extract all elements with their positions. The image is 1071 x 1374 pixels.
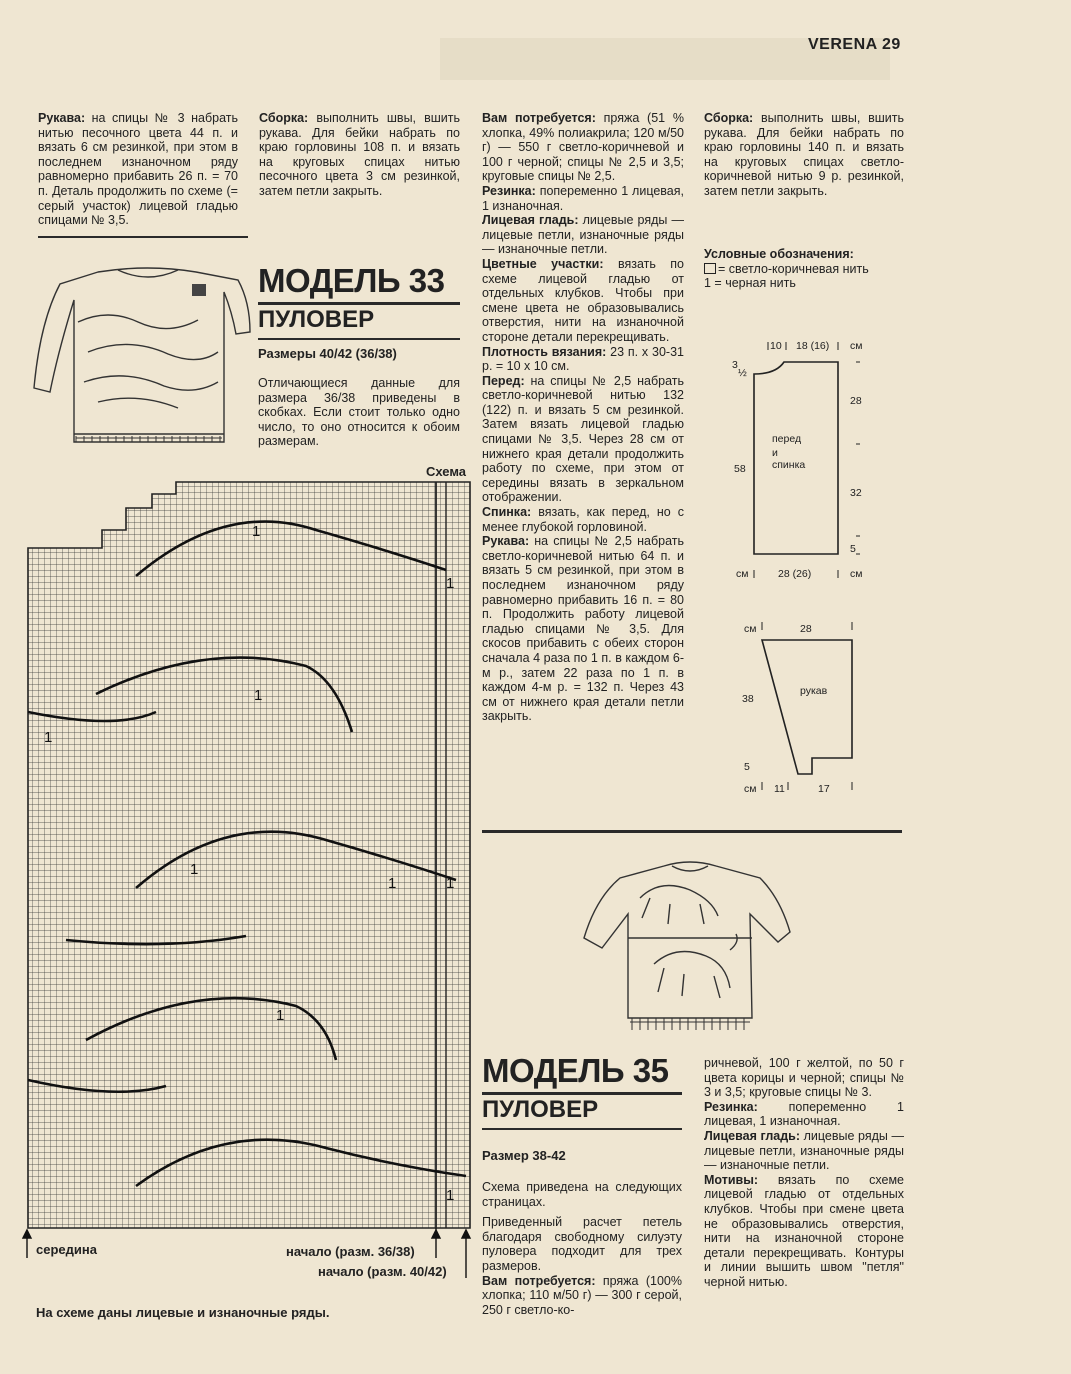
svg-text:28: 28	[850, 395, 862, 407]
chart-label-middle: середина	[36, 1242, 97, 1257]
page-brand: VERENA 29	[808, 36, 901, 53]
front-paragraph: Перед: на спицы № 2,5 набрать светло-коричневой нитью 132 (122) п. и вязать 5 см резинкой. Затем вязать лицевой гладью спицами № 3,5. Через 28 см от нижнего края детали продолжить работу по схеме, при этом от середины вязать в зеркальном отображении.	[482, 373, 684, 505]
back-paragraph: Спинка: вязать, как перед, но с менее глубокой горловиной.	[482, 505, 684, 534]
svg-text:28 (26): 28 (26)	[778, 568, 812, 580]
assembly-text-col4: Сборка: выполнить швы, вшить рукава. Для бейки набрать по краю горловины 140 п. и вязать на круговых спицах светло-коричневой нитью 9 р. резинкой, затем петли закрыть.	[704, 111, 904, 198]
svg-text:см: см	[744, 623, 757, 635]
chart-mark-1: 1	[446, 575, 455, 592]
model33-intro: Отличающиеся данные для размера 36/38 приведены в скобках. Если стоит только одно число, то оно относится к обоим размерам.	[258, 376, 460, 449]
materials-continued: ричневой, 100 г желтой, по 50 г цвета корицы и черной; спицы № 3 и 3,5; круговые спицы № 3.	[704, 1056, 904, 1100]
chart-mark-1: 1	[446, 875, 455, 892]
section-divider	[482, 830, 902, 833]
heading-rule	[482, 1092, 682, 1095]
svg-text:17: 17	[818, 783, 830, 795]
chart-mark-1: 1	[446, 1187, 455, 1204]
legend-item-black: 1 = черная нить	[704, 276, 796, 291]
model33-title: МОДЕЛЬ 33	[258, 262, 445, 299]
svg-text:см: см	[744, 783, 757, 795]
chart-mark-1: 1	[388, 875, 397, 892]
assembly-text-model33: Сборка: выполнить швы, вшить рукава. Для бейки набрать по краю горловины 108 п. и вязать на круговых спицах нитью песочного цвета 3 см резинкой, затем петли закрыть.	[259, 111, 460, 198]
chart-mark-1: 1	[252, 523, 261, 540]
svg-text:32: 32	[850, 487, 862, 499]
svg-text:18 (16): 18 (16)	[796, 340, 830, 352]
svg-text:см: см	[736, 568, 749, 580]
svg-text:5: 5	[744, 761, 750, 773]
model35-title: МОДЕЛЬ 35	[482, 1052, 669, 1089]
svg-text:5: 5	[850, 543, 856, 555]
instructions-model33	[482, 111, 684, 724]
rib-paragraph: Резинка: попеременно 1 лицевая, 1 изнаночная.	[482, 183, 684, 213]
materials-paragraph: Вам потребуется: пряжа (51 % хлопка, 49% полиакрила; 120 м/50 г) — 550 г светло-коричневой и 100 г черной; спицы № 2,5 и 3,5; круговые спицы № 2,5.	[482, 111, 684, 184]
svg-text:спинка: спинка	[772, 459, 806, 471]
chart-mark-1: 1	[190, 861, 199, 878]
model33-sizes: Размеры 40/42 (36/38)	[258, 346, 397, 361]
sweater-sketch-model33	[28, 262, 254, 466]
svg-text:28: 28	[800, 623, 812, 635]
svg-text:см: см	[850, 340, 863, 352]
square-icon	[704, 263, 716, 274]
svg-text:см: см	[850, 568, 863, 580]
model35-intro: Схема приведена на следующих страницах. Приведенный расчет петель благодаря свободному силуэту пуловера подходит для трех размеров. Вам потребуется: пряжа (100% хлопка; 110 м/50 г) — 300 г серой, 250 г светло-ко-	[482, 1180, 682, 1317]
chart-mark-1: 1	[254, 687, 263, 704]
sweater-sketch-model35	[580, 858, 802, 1042]
svg-text:10: 10	[770, 340, 782, 352]
chart-footnote: На схеме даны лицевые и изнаночные ряды.	[36, 1305, 330, 1320]
chart-title: Схема	[426, 464, 467, 479]
body-pattern-diagram	[726, 336, 876, 586]
svg-text:и: и	[772, 447, 778, 459]
chart-mark-1: 1	[276, 1007, 285, 1024]
colorwork-paragraph: Цветные участки: вязать по схеме лицевой гладью от отдельных клубков. Чтобы при смене цвета не образовывались отверстия, нити на изнаночной стороне детали перекрещивать.	[482, 256, 684, 344]
heading-rule	[258, 302, 460, 305]
svg-text:38: 38	[742, 693, 754, 705]
svg-text:3: 3	[732, 359, 738, 371]
svg-text:рукав: рукав	[800, 685, 828, 697]
stockinette-paragraph: Лицевая гладь: лицевые ряды — лицевые петли, изнаночные ряды — изнаночные петли.	[482, 213, 684, 257]
motifs-paragraph: Мотивы: вязать по схеме лицевой гладью от отдельных клубков. Чтобы при смене цвета не образовывались отверстия, нити на изнаночной стороне детали перекрещивать. Контуры и линии вышить швом "петля" черной нитью.	[704, 1172, 904, 1289]
sleeves-paragraph: Рукава: на спицы № 2,5 набрать светло-коричневой нитью 64 п. и вязать 5 см резинкой, при этом в последнем изнаночном ряду равномерно прибавить 16 п. = 80 п. Продолжить работу лицевой гладью спицами № 3,5. Для скосов прибавить с обеих сторон сначала 4 раза по 1 п. в каждом 6-м р., затем 22 раза по 1 п. в каждом 4-м р. = 132 п. Через 43 см от нижнего края детали петли закрыть.	[482, 534, 684, 724]
stockinette-paragraph: Лицевая гладь: лицевые ряды — лицевые петли, изнаночные ряды — изнаночные петли.	[704, 1128, 904, 1173]
model35-subtitle: ПУЛОВЕР	[482, 1096, 599, 1123]
knitting-chart	[26, 480, 472, 1232]
legend-item-light: = светло-коричневая нить	[704, 262, 924, 277]
svg-text:11: 11	[774, 783, 785, 795]
model35-sizes: Размер 38-42	[482, 1148, 566, 1163]
legend	[704, 247, 924, 291]
svg-text:½: ½	[738, 367, 747, 379]
gauge-paragraph: Плотность вязания: 23 п. х 30-31 р. = 10 x 10 см.	[482, 344, 684, 374]
chart-label-start-small: начало (разм. 36/38)	[286, 1244, 415, 1259]
subtitle-rule	[482, 1128, 682, 1130]
svg-text:перед: перед	[772, 433, 802, 445]
rib-paragraph: Резинка: попеременно 1 лицевая, 1 изнаночная.	[704, 1099, 904, 1129]
svg-text:58: 58	[734, 463, 746, 475]
chart-label-start-large: начало (разм. 40/42)	[318, 1264, 447, 1279]
sleeves-text-model33: Рукава: на спицы № 3 набрать нитью песочного цвета 44 п. и вязать 6 см резинкой, при этом в последнем изнаночном ряду равномерно прибавить 26 п. = 70 п. Деталь продолжить по схеме (= серый участок) лицевой гладью спицами № 3,5.	[38, 111, 238, 228]
divider	[38, 236, 248, 238]
subtitle-rule	[258, 338, 460, 340]
model33-subtitle: ПУЛОВЕР	[258, 306, 375, 333]
chart-mark-1: 1	[44, 729, 53, 746]
instructions-model35	[704, 1056, 904, 1290]
legend-title: Условные обозначения:	[704, 247, 854, 261]
sleeve-pattern-diagram	[738, 618, 868, 798]
